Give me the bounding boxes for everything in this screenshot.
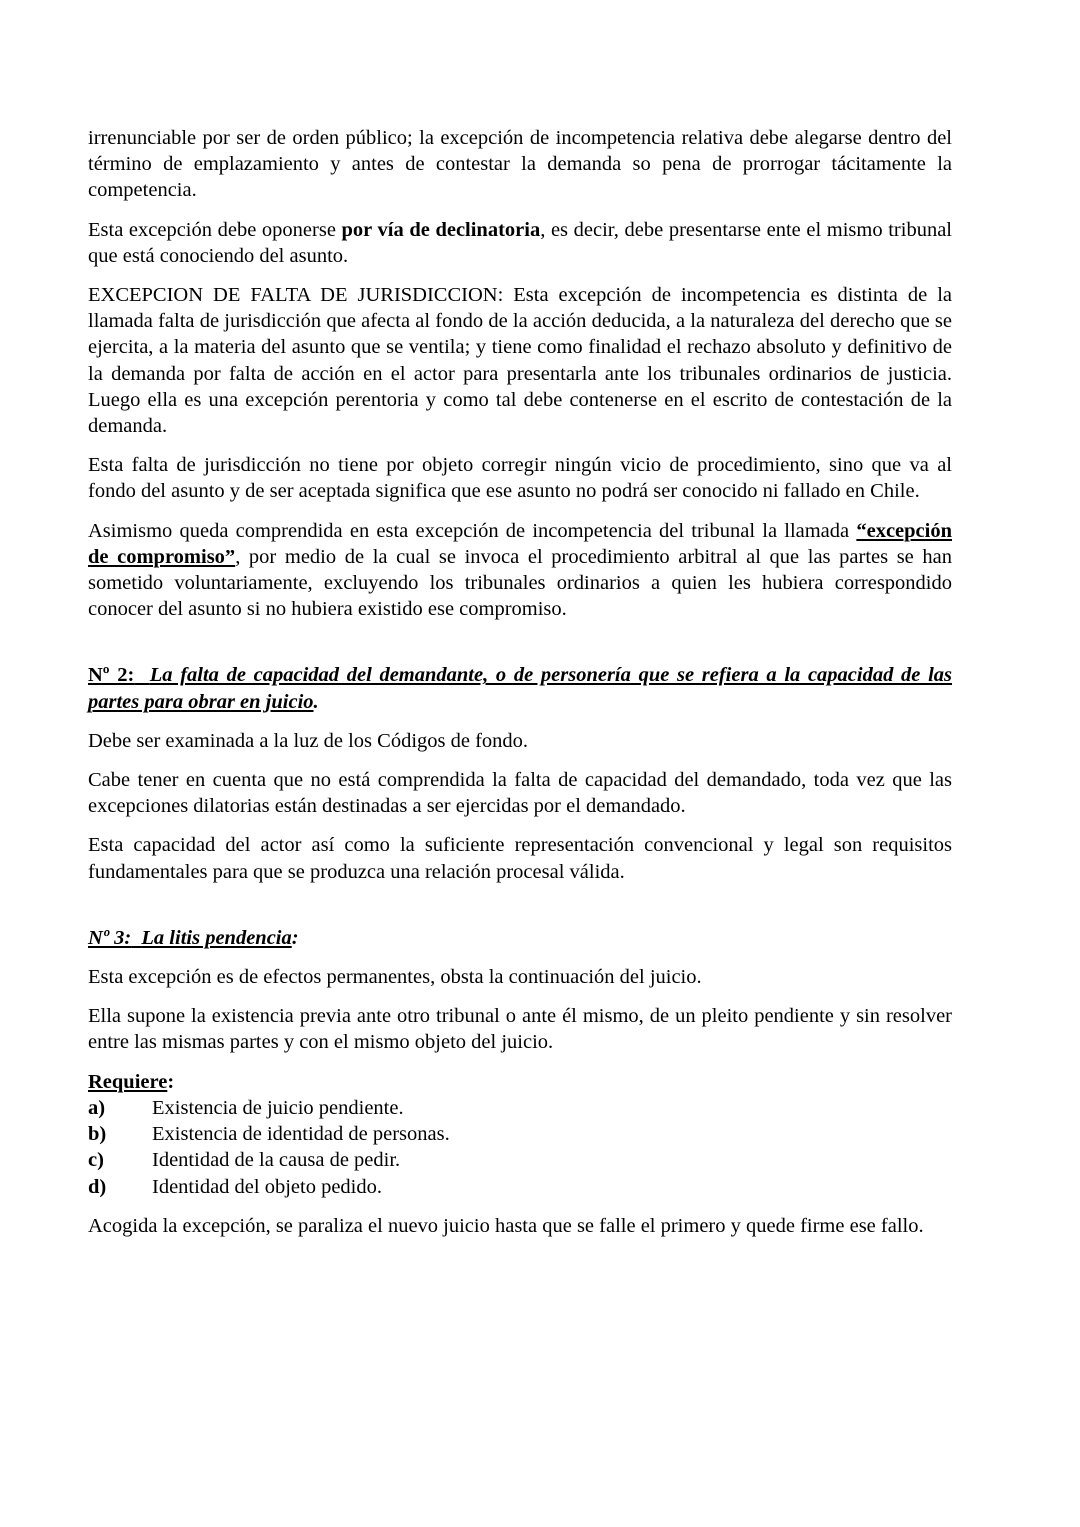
heading-terminator: . bbox=[313, 690, 319, 713]
paragraph-text-lead: Esta excepción debe oponerse bbox=[88, 218, 342, 241]
paragraph-irrenunciable bbox=[88, 125, 952, 204]
section-spacer bbox=[88, 635, 952, 662]
list-spacer bbox=[88, 1200, 952, 1213]
paragraph-text: Ella supone la existencia previa ante otro tribunal o ante él mismo, de un pleito pendiente y sin resolver entre las mismas partes y con el mismo objeto del juicio. bbox=[88, 1005, 952, 1054]
paragraph-excepcion-compromiso bbox=[88, 518, 952, 623]
paragraph-capacidad-actor bbox=[88, 832, 952, 884]
list-item-marker: d) bbox=[88, 1175, 107, 1198]
paragraph-text: Debe ser examinada a la luz de los Códigos de fondo. bbox=[88, 729, 529, 752]
list-item bbox=[88, 1121, 952, 1147]
heading-numero-2 bbox=[88, 662, 952, 714]
paragraph-falta-jurisdiccion-objeto bbox=[88, 452, 952, 504]
paragraph-excepcion-falta-jurisdiccion bbox=[88, 282, 952, 439]
paragraph-text: Acogida la excepción, se paraliza el nuevo juicio hasta que se falle el primero y quede firme ese fallo. bbox=[88, 1214, 924, 1237]
heading-terminator: : bbox=[291, 926, 299, 949]
paragraph-text-tail: , es decir, debe presentarse ente el mismo tribunal que está conociendo del asunto. bbox=[88, 218, 952, 267]
list-item-marker: c) bbox=[88, 1149, 104, 1172]
requires-label bbox=[88, 1069, 952, 1095]
list-item bbox=[88, 1174, 952, 1200]
list-item-text: Existencia de identidad de personas. bbox=[152, 1123, 450, 1146]
paragraph-text-lead: Asimismo queda comprendida en esta excepción de incompetencia del tribunal la llamada bbox=[88, 519, 857, 542]
paragraph-text: irrenunciable por ser de orden público; la excepción de incompetencia relativa debe alegarse dentro del término de emplazamiento y antes de contestar la demanda so pena de prorrogar tácitamente la competencia. bbox=[88, 127, 952, 202]
requires-label-text: Requiere bbox=[88, 1070, 168, 1093]
paragraph-pleito-pendiente bbox=[88, 1003, 952, 1055]
heading-spacer bbox=[88, 951, 952, 964]
list-item-marker: b) bbox=[88, 1123, 107, 1146]
list-item-text: Identidad de la causa de pedir. bbox=[152, 1149, 401, 1172]
heading-spacer bbox=[88, 715, 952, 728]
list-item-text: Existencia de juicio pendiente. bbox=[152, 1096, 404, 1119]
list-item-marker: a) bbox=[88, 1096, 106, 1119]
paragraph-efectos-permanentes bbox=[88, 964, 952, 990]
paragraph-declinatoria bbox=[88, 217, 952, 269]
requires-list bbox=[88, 1095, 952, 1200]
emphasis-excepcion-de-compromiso: “excepción de compromiso” bbox=[88, 519, 952, 568]
requires-label-terminator: : bbox=[167, 1070, 175, 1093]
heading-number: Nº 3: bbox=[88, 926, 132, 949]
heading-title: La falta de capacidad del demandante, o de personería que se refiera a la capacidad de las partes para obrar en juicio bbox=[88, 664, 953, 713]
paragraph-text-tail: , por medio de la cual se invoca el procedimiento arbitral al que las partes se han sometido voluntariamente, excluyendo los tribunales ordinarios a quien les hubiera correspondido conocer del asunto si no hubiera existido ese compromiso. bbox=[88, 545, 953, 621]
list-item bbox=[88, 1095, 952, 1121]
paragraph-text: Esta falta de jurisdicción no tiene por objeto corregir ningún vicio de procedimiento, sino que va al fondo del asunto y de ser aceptada significa que ese asunto no podrá ser conocido ni fallado en Chile. bbox=[88, 454, 952, 503]
paragraph-text: EXCEPCION DE FALTA DE JURISDICCION: Esta excepción de incompetencia es distinta de la llamada falta de jurisdicción que afecta al fondo de la acción deducida, a la naturaleza del derecho que se ejercita, a la materia del asunto que se ventila; y tiene como finalidad el rechazo absoluto y definitivo de la demanda por falta de acción en el actor para presentarla ante los tribunales ordinarios de justicia. Luego ella es una excepción perentoria y como tal debe contenerse en el escrito de contestación de la demanda. bbox=[88, 284, 952, 438]
section-spacer bbox=[88, 898, 952, 925]
paragraph-text: Cabe tener en cuenta que no está comprendida la falta de capacidad del demandado, toda vez que las excepciones dilatorias están destinadas a ser ejercidas por el demandado. bbox=[88, 769, 952, 818]
paragraph-text: Esta excepción es de efectos permanentes, obsta la continuación del juicio. bbox=[88, 966, 702, 989]
document-body bbox=[88, 125, 952, 1239]
heading-title: La litis pendencia bbox=[141, 926, 292, 949]
emphasis-por-via-de-declinatoria: por vía de declinatoria bbox=[341, 218, 541, 241]
paragraph-text: Esta capacidad del actor así como la suficiente representación convencional y legal son requisitos fundamentales para que se produzca una relación procesal válida. bbox=[88, 834, 952, 883]
paragraph-acogida-la-excepcion bbox=[88, 1213, 952, 1239]
paragraph-falta-capacidad-demandado bbox=[88, 767, 952, 819]
heading-number: Nº 2: bbox=[88, 664, 135, 687]
list-item-text: Identidad del objeto pedido. bbox=[152, 1175, 382, 1198]
list-item bbox=[88, 1147, 952, 1173]
paragraph-codigos-de-fondo bbox=[88, 728, 952, 754]
heading-numero-3 bbox=[88, 925, 952, 951]
